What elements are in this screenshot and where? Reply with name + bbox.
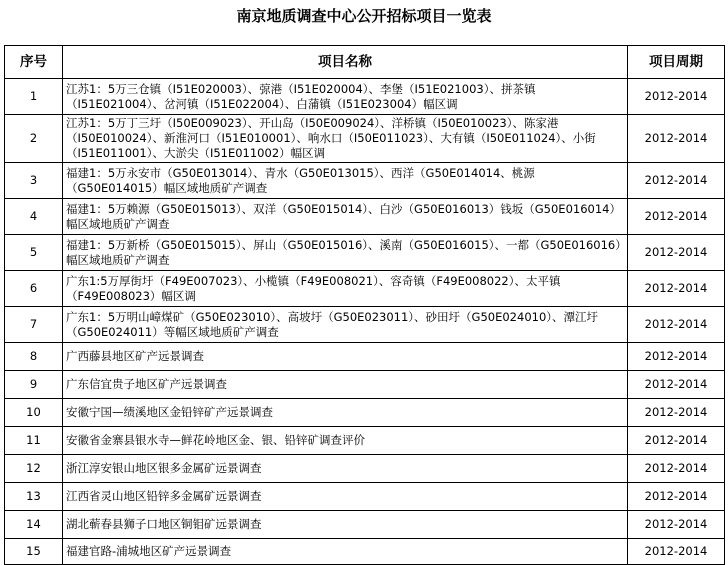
row-number: 6 — [5, 271, 63, 307]
project-period: 2012-2014 — [628, 343, 725, 371]
table-row — [5, 79, 725, 115]
project-name: 安徽省金寨县银水寺—鲜花岭地区金、银、铅锌矿调查评价 — [63, 427, 628, 455]
table-row — [5, 399, 725, 427]
project-period: 2012-2014 — [628, 79, 725, 115]
document-title: 南京地质调查中心公开招标项目一览表 — [236, 7, 492, 25]
project-name: 福建1：5万永安市（G50E013014）、青水（G50E013015）、西洋（G50E014014、桃源（G50E014015）幅区域地质矿产调查 — [63, 163, 628, 199]
project-period: 2012-2014 — [628, 427, 725, 455]
project-table — [4, 45, 725, 565]
project-period: 2012-2014 — [628, 115, 725, 163]
row-number: 9 — [5, 371, 63, 399]
row-number: 12 — [5, 455, 63, 483]
table-row — [5, 371, 725, 399]
project-name: 广西藤县地区矿产远景调查 — [63, 343, 628, 371]
table-row — [5, 511, 725, 539]
table-row — [5, 539, 725, 565]
project-name: 广东1:5万厚街圩（F49E007023）、小榄镇（F49E008021）、容奇镇（F49E008022）、太平镇（F49E008023）幅区调 — [63, 271, 628, 307]
project-period: 2012-2014 — [628, 539, 725, 565]
table-row — [5, 307, 725, 343]
row-number: 5 — [5, 235, 63, 271]
project-period: 2012-2014 — [628, 483, 725, 511]
project-name: 江苏1：5万丁三圩（I50E009023）、开山岛（I50E009024）、洋桥镇（I50E010023）、陈家港（I50E010024）、新淮河口（I51E010001）、响水口（I50E011023）、大有镇（I50E011024）、小街（I51E011001）、大淤尖（I51E011002）幅区调 — [63, 115, 628, 163]
table-row — [5, 199, 725, 235]
project-name: 安徽宁国—绩溪地区金铅锌矿产远景调查 — [63, 399, 628, 427]
row-number: 3 — [5, 163, 63, 199]
project-period: 2012-2014 — [628, 163, 725, 199]
project-period: 2012-2014 — [628, 371, 725, 399]
project-name: 广东信宜贵子地区矿产远景调查 — [63, 371, 628, 399]
project-period: 2012-2014 — [628, 235, 725, 271]
project-period: 2012-2014 — [628, 271, 725, 307]
header-row — [5, 46, 725, 79]
project-name: 福建1：5万赖源（G50E015013）、双洋（G50E015014）、白沙（G50E016013）钱坂（G50E016014）幅区域地质矿产调查 — [63, 199, 628, 235]
project-period: 2012-2014 — [628, 511, 725, 539]
row-number: 1 — [5, 79, 63, 115]
row-number: 2 — [5, 115, 63, 163]
project-period: 2012-2014 — [628, 399, 725, 427]
project-name: 湖北蕲春县狮子口地区铜钼矿远景调查 — [63, 511, 628, 539]
table-row — [5, 483, 725, 511]
header-name: 项目名称 — [63, 46, 628, 79]
header-period: 项目周期 — [628, 46, 725, 79]
project-period: 2012-2014 — [628, 455, 725, 483]
project-name: 福建官路-浦城地区矿产远景调查 — [63, 539, 628, 565]
row-number: 10 — [5, 399, 63, 427]
row-number: 13 — [5, 483, 63, 511]
row-number: 7 — [5, 307, 63, 343]
project-name: 浙江淳安银山地区银多金属矿远景调查 — [63, 455, 628, 483]
project-period: 2012-2014 — [628, 307, 725, 343]
table-row — [5, 427, 725, 455]
row-number: 4 — [5, 199, 63, 235]
table-row — [5, 163, 725, 199]
project-name: 福建1：5万新桥（G50E015015）、屏山（G50E015016）、溪南（G50E016015）、一都（G50E016016）幅区域地质矿产调查 — [63, 235, 628, 271]
project-name: 江西省灵山地区铅锌多金属矿远景调查 — [63, 483, 628, 511]
table-row — [5, 115, 725, 163]
table-row — [5, 271, 725, 307]
header-num: 序号 — [5, 46, 63, 79]
project-period: 2012-2014 — [628, 199, 725, 235]
row-number: 11 — [5, 427, 63, 455]
row-number: 8 — [5, 343, 63, 371]
project-name: 江苏1：5万三仓镇（I51E020003）、弶港（I51E020004）、李堡（I51E021003）、拼茶镇（I51E021004）、岔河镇（I51E022004）、白蒲镇（I51E023004）幅区调 — [63, 79, 628, 115]
table-row — [5, 455, 725, 483]
row-number: 14 — [5, 511, 63, 539]
project-name: 广东1：5万明山嶂煤矿（G50E023010）、高坡圩（G50E023011）、砂田圩（G50E024010）、潭江圩（G50E024011）等幅区域地质矿产调查 — [63, 307, 628, 343]
table-row — [5, 343, 725, 371]
row-number: 15 — [5, 539, 63, 565]
table-row — [5, 235, 725, 271]
